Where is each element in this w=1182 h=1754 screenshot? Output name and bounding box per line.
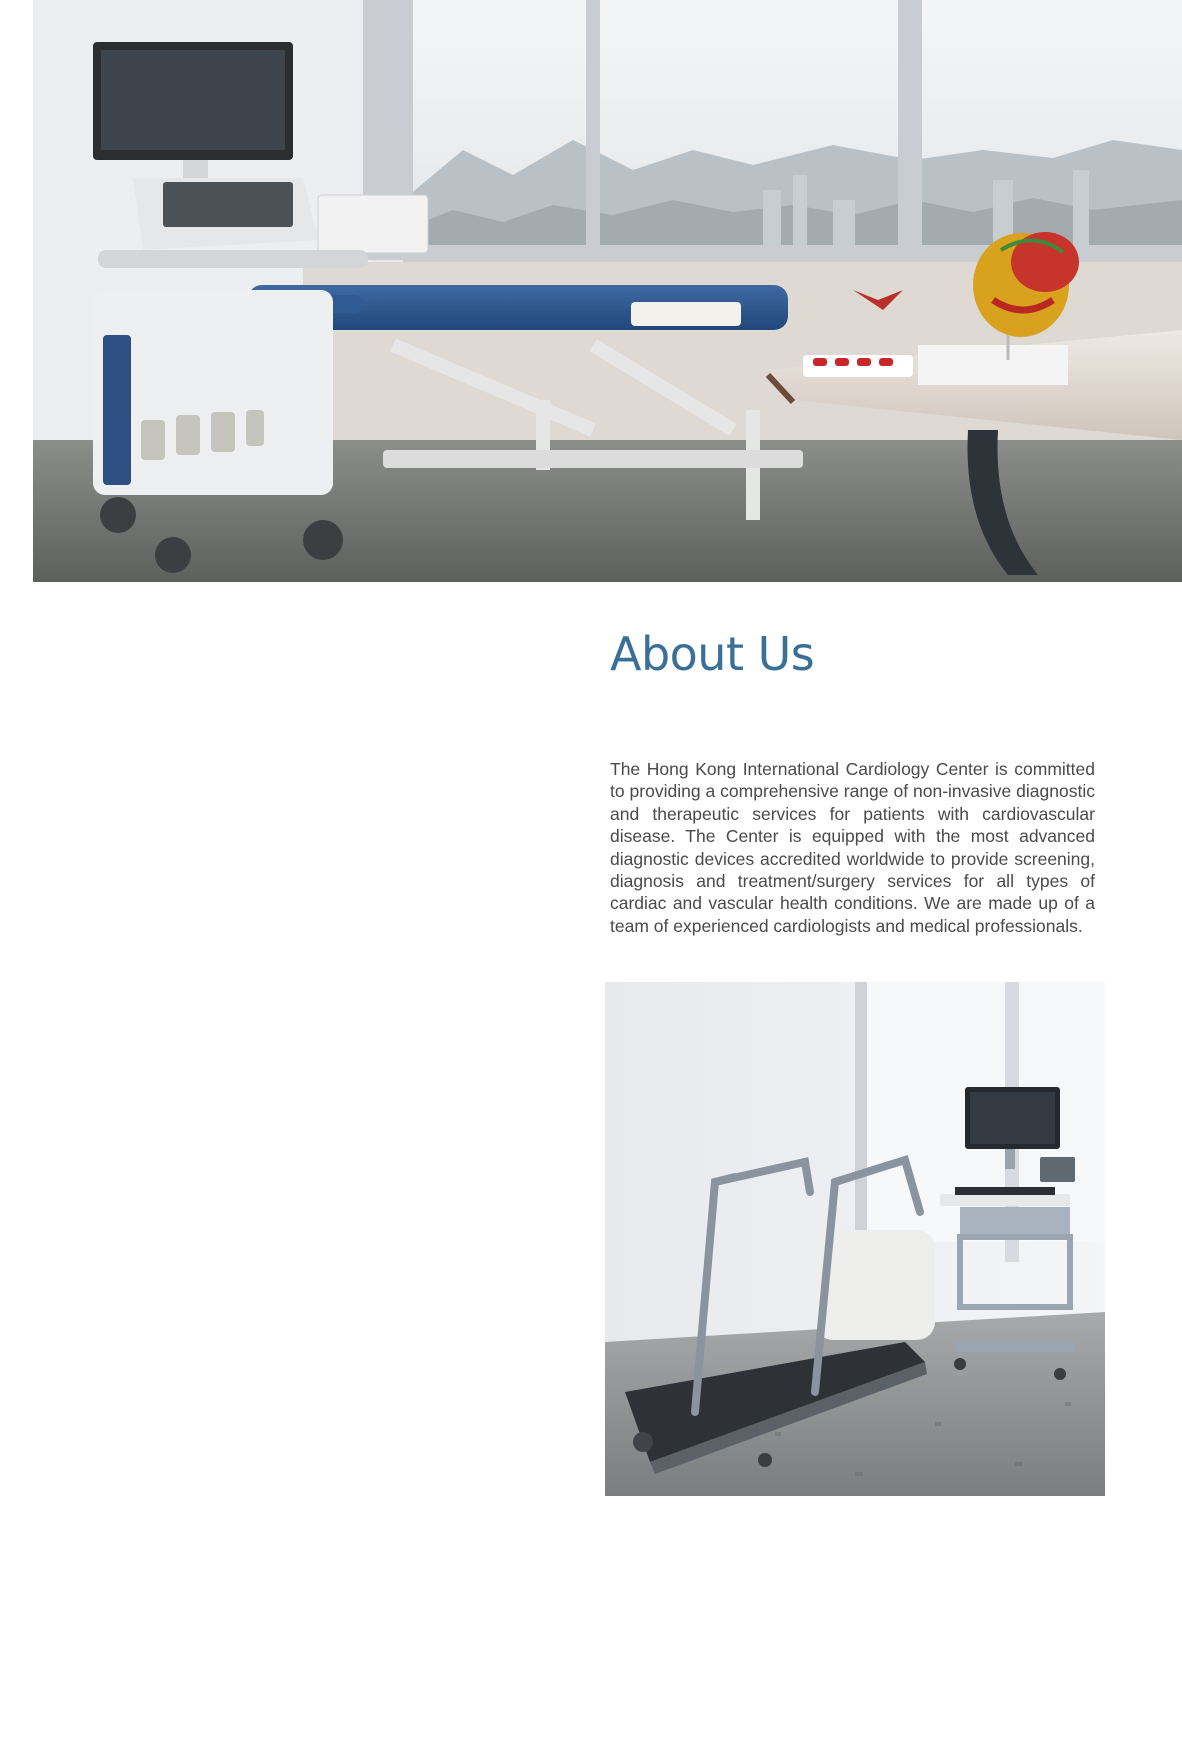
about-us-heading: About Us: [610, 627, 815, 681]
about-us-description: The Hong Kong International Cardiology Center is committed to providing a comprehensive range of non-invasive diagnostic and therapeutic services for patients with cardiovascular disease. The Center is equipped with the most advanced diagnostic devices accredited worldwide to provide screening, diagnosis and treatment/surgery services for all types of cardiac and vascular health conditions. We are made up of a team of experienced cardiologists and medical professionals.: [610, 759, 1095, 936]
treadmill-room-photo: [605, 982, 1105, 1496]
examination-room-photo: [33, 0, 1182, 582]
